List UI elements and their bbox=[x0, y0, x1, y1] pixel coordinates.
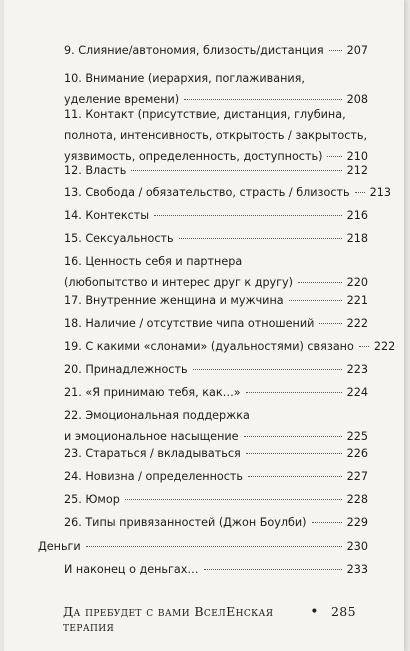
dot-leader bbox=[184, 99, 341, 100]
toc-entry bbox=[64, 512, 368, 533]
toc-entry-title: 10. Внимание (иерархия, поглаживания, bbox=[64, 72, 305, 85]
toc-page-number: 222 bbox=[373, 340, 396, 353]
toc-entry bbox=[64, 228, 368, 249]
toc-entry-title: (любопытство и интерес друг к другу) bbox=[64, 276, 294, 289]
toc-page-number: 233 bbox=[346, 563, 368, 576]
toc-page-number: 228 bbox=[346, 493, 368, 506]
toc-page-number: 229 bbox=[346, 516, 368, 529]
toc-entry-title: уязвимость, определенность, доступность) bbox=[64, 150, 323, 163]
toc-page-number: 213 bbox=[369, 186, 391, 199]
toc-page-number: 221 bbox=[346, 294, 368, 307]
toc-entry-title: 22. Эмоциональная поддержка bbox=[64, 409, 250, 422]
toc-entry-line bbox=[38, 536, 368, 557]
running-title: Да пребудет с вами ВселЕнская терапия bbox=[63, 604, 274, 634]
toc-entry bbox=[64, 40, 368, 61]
dot-leader bbox=[193, 369, 342, 370]
dot-leader bbox=[244, 436, 342, 437]
toc-page-number: 230 bbox=[346, 540, 368, 553]
toc-page-number: 223 bbox=[346, 363, 368, 376]
toc-entry-title: 16. Ценность себя и партнера bbox=[64, 255, 243, 268]
dot-leader bbox=[298, 282, 342, 283]
toc-entry-title: уделение времени) bbox=[64, 93, 180, 106]
toc-entry-title: 18. Наличие / отсутствие чипа отношений bbox=[64, 317, 315, 330]
toc-entry bbox=[64, 559, 368, 580]
toc-entry bbox=[64, 466, 368, 487]
toc-entry-line bbox=[64, 336, 396, 357]
toc-entry-title: 17. Внутренние женщина и мужчина bbox=[64, 294, 284, 307]
dot-leader bbox=[179, 238, 342, 239]
toc-entry-title: 25. Юмор bbox=[64, 493, 120, 506]
toc-entry bbox=[64, 251, 368, 293]
toc-entry-line bbox=[64, 251, 368, 272]
toc-entry bbox=[64, 160, 368, 181]
toc-page-number: 207 bbox=[346, 44, 368, 57]
toc-entry-line bbox=[64, 68, 368, 89]
toc-entry bbox=[64, 489, 368, 510]
toc-entry-line bbox=[64, 125, 368, 146]
toc-entry bbox=[64, 290, 368, 311]
toc-entry bbox=[64, 205, 368, 226]
dot-leader bbox=[246, 453, 342, 454]
dot-leader bbox=[248, 476, 342, 477]
toc-entry-line bbox=[64, 382, 368, 403]
toc-entry-title: 9. Слияние/автономия, близость/дистанция bbox=[64, 44, 324, 57]
toc-entry bbox=[64, 313, 368, 334]
dot-leader bbox=[131, 170, 341, 171]
toc-entry-line bbox=[64, 313, 368, 334]
toc-entry-line bbox=[64, 489, 368, 510]
footer-bullet: • bbox=[310, 604, 319, 620]
toc-entry-title: Деньги bbox=[38, 540, 81, 553]
toc-entry-title: 15. Сексуальность bbox=[64, 232, 174, 245]
toc-page-number: 220 bbox=[346, 276, 368, 289]
dot-leader bbox=[204, 569, 342, 570]
toc-entry-line bbox=[64, 559, 368, 580]
toc-entry-line bbox=[64, 359, 368, 380]
toc-entry-title: 26. Типы привязанностей (Джон Боулби) bbox=[64, 516, 307, 529]
page-footer bbox=[4, 604, 356, 634]
dot-leader bbox=[86, 546, 342, 547]
toc-entry-line bbox=[64, 182, 391, 203]
toc-entry bbox=[64, 182, 391, 203]
book-page bbox=[4, 0, 404, 651]
toc-entry bbox=[64, 443, 368, 464]
toc-entry-title: 21. «Я принимаю тебя, как…» bbox=[64, 386, 241, 399]
page-number: 285 bbox=[330, 604, 356, 619]
dot-leader bbox=[246, 392, 342, 393]
toc-entry-title: 12. Власть bbox=[64, 164, 127, 177]
dot-leader bbox=[289, 300, 342, 301]
toc-page-number: 224 bbox=[346, 386, 368, 399]
dot-leader bbox=[154, 215, 342, 216]
toc-page-number: 227 bbox=[346, 470, 368, 483]
toc-entry-line bbox=[64, 512, 368, 533]
toc-entry-title: 23. Стараться / вкладываться bbox=[64, 447, 241, 460]
toc-entry-line bbox=[64, 290, 368, 311]
toc-entry-line bbox=[64, 160, 368, 181]
toc-page-number: 210 bbox=[346, 150, 368, 163]
toc-entry bbox=[64, 382, 368, 403]
dot-leader bbox=[329, 50, 342, 51]
dot-leader bbox=[327, 156, 341, 157]
toc-entry-title: и эмоциональное насыщение bbox=[64, 430, 239, 443]
toc-page-number: 222 bbox=[346, 317, 368, 330]
toc-entry-title: полнота, интенсивность, открытость / закрытость, bbox=[64, 129, 368, 142]
dot-leader bbox=[355, 192, 365, 193]
dot-leader bbox=[312, 522, 342, 523]
toc-entry-line bbox=[64, 443, 368, 464]
toc-entry bbox=[64, 359, 368, 380]
toc-entry-title: 11. Контакт (присутствие, дистанция, глубина, bbox=[64, 108, 346, 121]
toc-entry-title: 14. Контексты bbox=[64, 209, 150, 222]
toc-entry bbox=[64, 405, 368, 447]
toc-entry bbox=[38, 536, 368, 557]
toc-page-number: 225 bbox=[346, 430, 368, 443]
toc-page-number: 218 bbox=[346, 232, 368, 245]
toc-entry-line bbox=[64, 205, 368, 226]
dot-leader bbox=[125, 499, 342, 500]
toc-entry-title: 19. С какими «слонами» (дуальностями) связано bbox=[64, 340, 354, 353]
toc-page-number: 216 bbox=[346, 209, 368, 222]
toc-entry-title: И наконец о деньгах… bbox=[64, 563, 199, 576]
toc-entry-line bbox=[64, 466, 368, 487]
toc-entry-title: 24. Новизна / определенность bbox=[64, 470, 243, 483]
toc-entry bbox=[64, 104, 368, 167]
toc-page-number: 208 bbox=[346, 93, 368, 106]
toc-entry-line bbox=[64, 40, 368, 61]
dot-leader bbox=[359, 346, 369, 347]
toc-entry-title: 13. Свобода / обязательство, страсть / близость bbox=[64, 186, 350, 199]
toc-entry-line bbox=[64, 228, 368, 249]
toc-entry bbox=[64, 336, 396, 357]
toc-entry-line bbox=[64, 405, 368, 426]
dot-leader bbox=[319, 323, 341, 324]
toc-page-number: 226 bbox=[346, 447, 368, 460]
toc-page-number: 212 bbox=[346, 164, 368, 177]
toc-entry-title: 20. Принадлежность bbox=[64, 363, 188, 376]
toc-entry-line bbox=[64, 104, 368, 125]
